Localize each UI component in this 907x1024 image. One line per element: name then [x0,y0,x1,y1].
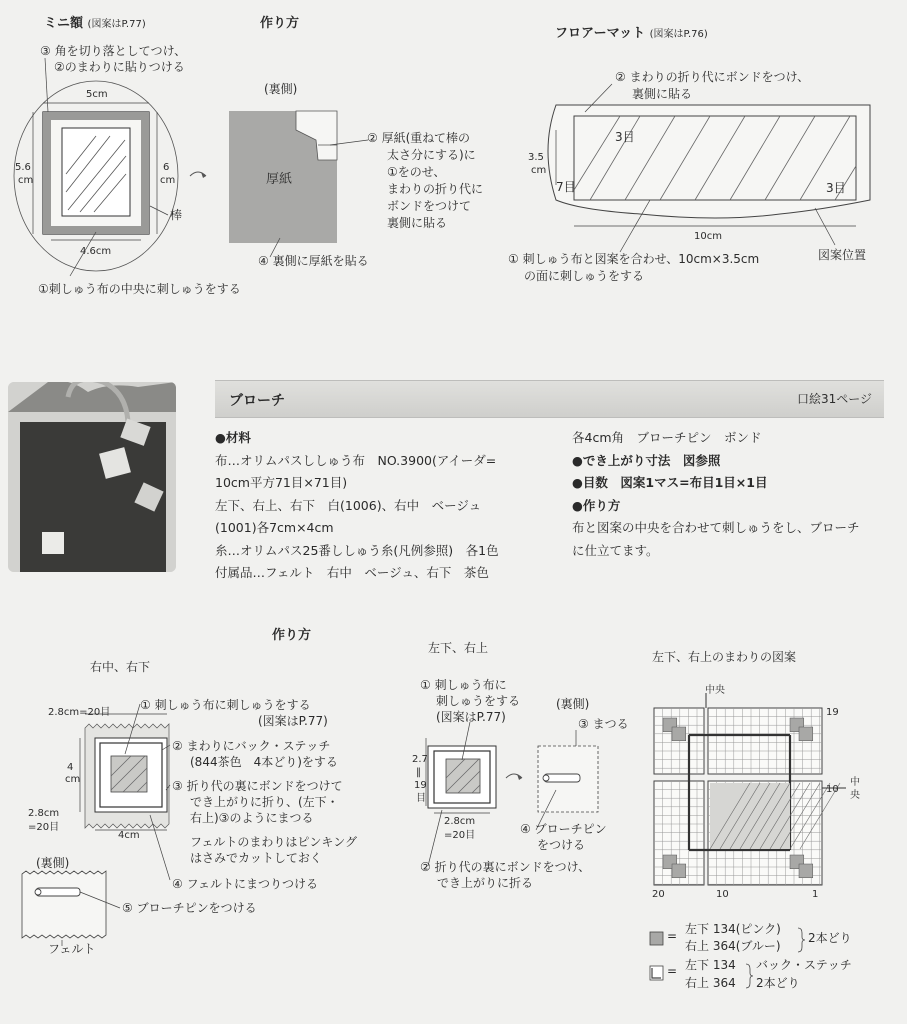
mid-right-note-1a: ① 刺しゅう布に刺しゅうをする [140,698,311,712]
mid-right-felt-note-a: フェルトのまわりはピンキング [190,835,358,849]
mid-right-note-1b: (図案はP.77) [258,714,328,728]
howto-title: 作り方 [260,16,300,31]
howto-note-2f: 裏側に貼る [387,216,448,230]
legend-fill-strands: 2本どり [808,931,852,945]
mini-frame-dim-bottom: 4.6cm [80,246,112,257]
left-up-note-2b: でき上がりに折る [437,876,534,890]
legend-fill-sym: = [667,929,678,943]
chart-center-top: 中央 [705,685,725,696]
mini-frame-dim-left-unit: cm [18,175,34,186]
materials-line-1: 布…オリムパスししゅう布 NO.3900(アイーダ= [215,452,497,468]
mid-right-back-label: (裏側) [36,856,70,870]
info-line-6: に仕立てます。 [572,542,659,558]
mini-frame-dim-left-num: 5.6 [15,162,31,173]
legend-fill-line2: 右上 364(ブルー) [685,939,781,953]
left-up-dim-left-d: 目 [416,793,426,804]
left-up-dim-bottom-b: =20目 [444,830,476,841]
left-up-dim-left-c: 19 [414,780,427,791]
floormat-label-3a: 3目 [615,130,635,144]
left-up-note-3: ③ まつる [578,717,629,731]
howto-note-2d: まわりの折り代に [387,182,484,196]
floormat-note-1b: の面に刺しゅうをする [524,269,645,283]
left-up-note-1c: (図案はP.77) [436,710,506,724]
floormat-dim-w: 10cm [694,231,722,242]
floormat-label-7: 7目 [556,180,576,194]
chart-center-right-b: 央 [850,790,860,801]
legend-back-sym: = [667,964,678,978]
chart-num-10-right: 10 [826,784,839,795]
howto-board-label: 厚紙 [266,172,293,187]
info-line-3: ●目数 図案1マス=布目1目×1目 [572,475,768,490]
materials-line-3: 左下、右上、右下 白(1006)、右中 ベージュ [215,497,482,513]
chart-num-19: 19 [826,707,839,718]
info-line-2: ●でき上がり寸法 図参照 [572,452,721,468]
mini-frame-dim-right-num: 6 [163,162,170,173]
mid-right-felt-label: フェルト [48,942,96,956]
howto2-title: 作り方 [272,628,312,643]
floormat-pattern-pos: 図案位置 [818,248,867,262]
materials-line-4: (1001)各7cm×4cm [215,520,334,535]
howto-note-2c: ①をのせ、 [387,165,446,179]
mid-right-title: 右中、右下 [90,660,151,674]
info-line-5: 布と図案の中央を合わせて刺しゅうをし、ブローチ [572,520,860,535]
materials-line-6: 付属品…フェルト 右中 ベージュ、右下 茶色 [215,565,489,580]
left-up-note-4b: をつける [537,838,586,852]
legend-back-desc1: バック・ステッチ [756,958,852,972]
chart-num-20: 20 [652,889,665,900]
chart-num-1: 1 [812,889,819,900]
mid-right-note-2b: (844茶色 4本どり)をする [190,755,338,769]
mid-right-dim-left2a: 2.8cm [28,808,60,819]
materials-line-5: 糸…オリムパス25番ししゅう糸(凡例参照) 各1色 [215,542,499,558]
left-up-title: 左下、右上 [428,641,489,655]
brooch-page-ref: 口絵31ページ [796,392,872,406]
mid-right-note-3a: ③ 折り代の裏にボンドをつけて [172,779,343,793]
brooch-title: ブローチ [229,393,285,409]
floormat-note-1a: ① 刺しゅう布と図案を合わせ、10cm×3.5cm [508,252,760,266]
mid-right-note-2a: ② まわりにバック・ステッチ [172,739,331,753]
mid-right-dim-top: 2.8cm=20目 [48,707,111,718]
mid-right-note-3b: でき上がりに折り、(左下・ [190,795,339,809]
floormat-title: フロアーマット (図案はP.76) [555,26,708,41]
floormat-note-2a: ② まわりの折り代にボンドをつけ、 [615,70,810,84]
mid-right-dim-left-unit: cm [65,774,81,785]
left-up-dim-bottom-a: 2.8cm [444,816,476,827]
legend-fill-line1: 左下 134(ピンク) [685,922,781,936]
info-line-1: 各4cm角 ブローチピン ボンド [572,430,762,445]
mid-right-note-3c: 右上)③のようにまつる [190,811,314,825]
mid-right-note-5: ⑤ ブローチピンをつける [122,901,257,915]
left-up-note-1b: 刺しゅうをする [436,694,521,708]
howto-note-2a: ② 厚紙(重ねて棒の [367,131,470,145]
materials-line-2: 10cm平方71目×71目) [215,475,348,490]
materials-heading: ●材料 [215,430,251,445]
mid-right-dim-left-num: 4 [67,762,74,773]
left-up-dim-left-b: ‖ [416,767,421,778]
legend-fill-swatch [650,932,663,945]
floormat-note-2b: 裏側に貼る [632,87,693,101]
left-up-dim-left-a: 2.7 [412,754,428,765]
left-up-back-label: (裏側) [556,697,590,711]
mini-frame-bar-label: 棒 [170,208,183,222]
chart-num-10-bottom: 10 [716,889,729,900]
howto-note-4: ④ 裏側に厚紙を貼る [258,254,369,268]
legend-back-line2: 右上 364 [685,976,736,990]
mid-right-felt-note-b: はさみでカットしておく [190,851,322,865]
chart-title: 左下、右上のまわりの図案 [652,650,797,664]
howto-note-2b: 太さ分にする)に [387,148,476,162]
chart-center-right-a: 中 [850,777,860,788]
left-up-note-2a: ② 折り代の裏にボンドをつけ、 [420,860,591,874]
mini-frame-dim-top: 5cm [86,89,108,100]
mid-right-note-4: ④ フェルトにまつりつける [172,877,318,891]
mid-right-dim-left2b: =20目 [28,822,60,833]
mini-frame-title: ミニ額 (図案はP.77) [44,16,146,31]
mini-frame-note-3b: ②のまわりに貼りつける [54,60,185,74]
left-up-note-1a: ① 刺しゅう布に [420,678,507,692]
mid-right-dim-bottom: 4cm [118,830,140,841]
howto-note-2e: ボンドをつけて [387,199,472,213]
mini-frame-note-3a: ③ 角を切り落としてつけ、 [40,44,187,58]
info-line-4: ●作り方 [572,497,621,513]
floormat-label-3b: 3目 [826,181,846,195]
mini-frame-note-1: ①刺しゅう布の中央に刺しゅうをする [38,282,241,296]
left-up-note-4a: ④ ブローチピン [520,822,607,836]
howto-back-label: (裏側) [264,82,298,96]
legend-back-line1: 左下 134 [685,958,736,972]
floormat-dim-h-num: 3.5 [528,152,544,163]
mini-frame-dim-right-unit: cm [160,175,176,186]
floormat-dim-h-unit: cm [531,165,547,176]
legend-back-desc2: 2本どり [756,976,800,990]
